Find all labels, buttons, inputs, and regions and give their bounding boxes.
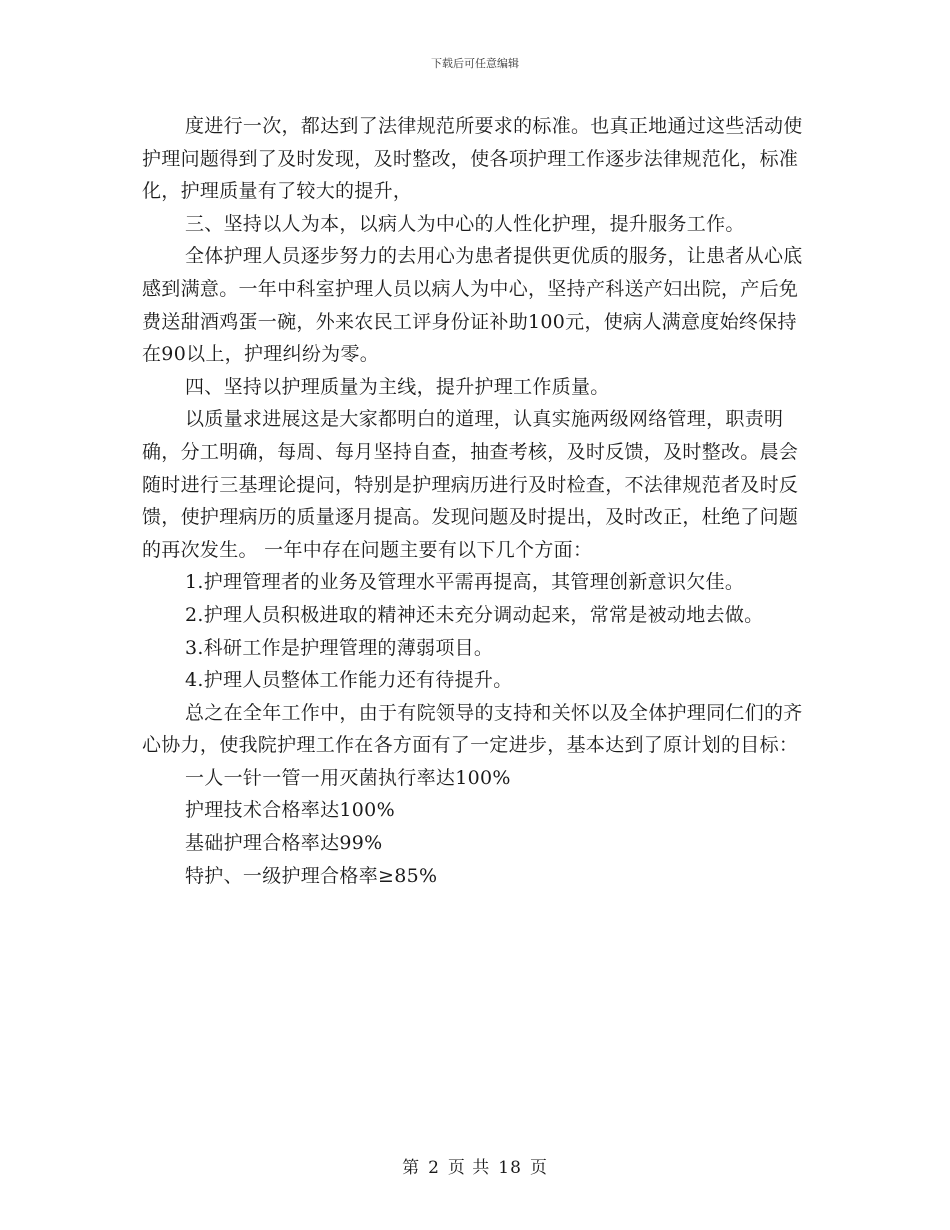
section-heading-4: 四、坚持以护理质量为主线，提升护理工作质量。 [185, 375, 610, 398]
paragraph-1: 度进行一次，都达到了法律规范所要求的标准。也真正地通过这些活动使护理问题得到了及时发现，及时整改，使各项护理工作逐步法律规范化，标准化，护理质量有了较大的提升， [142, 115, 803, 203]
issue-item-4: 4.护理人员整体工作能力还有待提升。 [185, 669, 513, 692]
paragraph-3: 以质量求进展这是大家都明白的道理，认真实施两级网络管理，职责明确，分工明确，每周、每月坚持自查，抽查考核，及时反馈，及时整改。晨会随时进行三基理论提问，特别是护理病历进行及时检查，不法律规范者及时反馈，使护理病历的质量逐月提高。发现问题及时提出，及时改正，杜绝了问题的再次发生。 一年中存在问题主要有以下几个方面： [142, 408, 799, 561]
footer-prefix: 第 [402, 1158, 421, 1178]
footer-suffix: 页 [529, 1158, 548, 1178]
issue-item-3: 3.科研工作是护理管理的薄弱项目。 [185, 636, 494, 659]
paragraph-2: 全体护理人员逐步努力的去用心为患者提供更优质的服务，让患者从心底感到满意。一年中科室护理人员以病人为中心，坚持产科送产妇出院，产后免费送甜酒鸡蛋一碗，外来农民工评身份证补助100元，使病人满意度始终保持在90以上，护理纠纷为零。 [142, 245, 803, 366]
page-footer [0, 1153, 950, 1178]
footer-total-pages: 18 [498, 1158, 522, 1178]
target-item-2: 护理技术合格率达100% [185, 799, 395, 822]
issue-item-1: 1.护理管理者的业务及管理水平需再提高，其管理创新意识欠佳。 [185, 571, 745, 594]
document-body [142, 110, 812, 892]
target-item-1: 一人一针一管一用灭菌执行率达100% [185, 766, 511, 789]
footer-page-number: 2 [428, 1158, 440, 1178]
page-header: 下载后可任意编辑 [431, 57, 519, 70]
paragraph-summary: 总之在全年工作中，由于有院领导的支持和关怀以及全体护理同仁们的齐心协力，使我院护理工作在各方面有了一定进步，基本达到了原计划的目标： [142, 701, 803, 757]
footer-middle: 页 共 [447, 1158, 491, 1178]
issue-item-2: 2.护理人员积极进取的精神还未充分调动起来，常常是被动地去做。 [185, 603, 764, 626]
target-item-4: 特护、一级护理合格率≥85% [185, 864, 438, 887]
target-item-3: 基础护理合格率达99% [185, 832, 383, 855]
section-heading-3: 三、坚持以人为本，以病人为中心的人性化护理，提升服务工作。 [185, 212, 745, 235]
